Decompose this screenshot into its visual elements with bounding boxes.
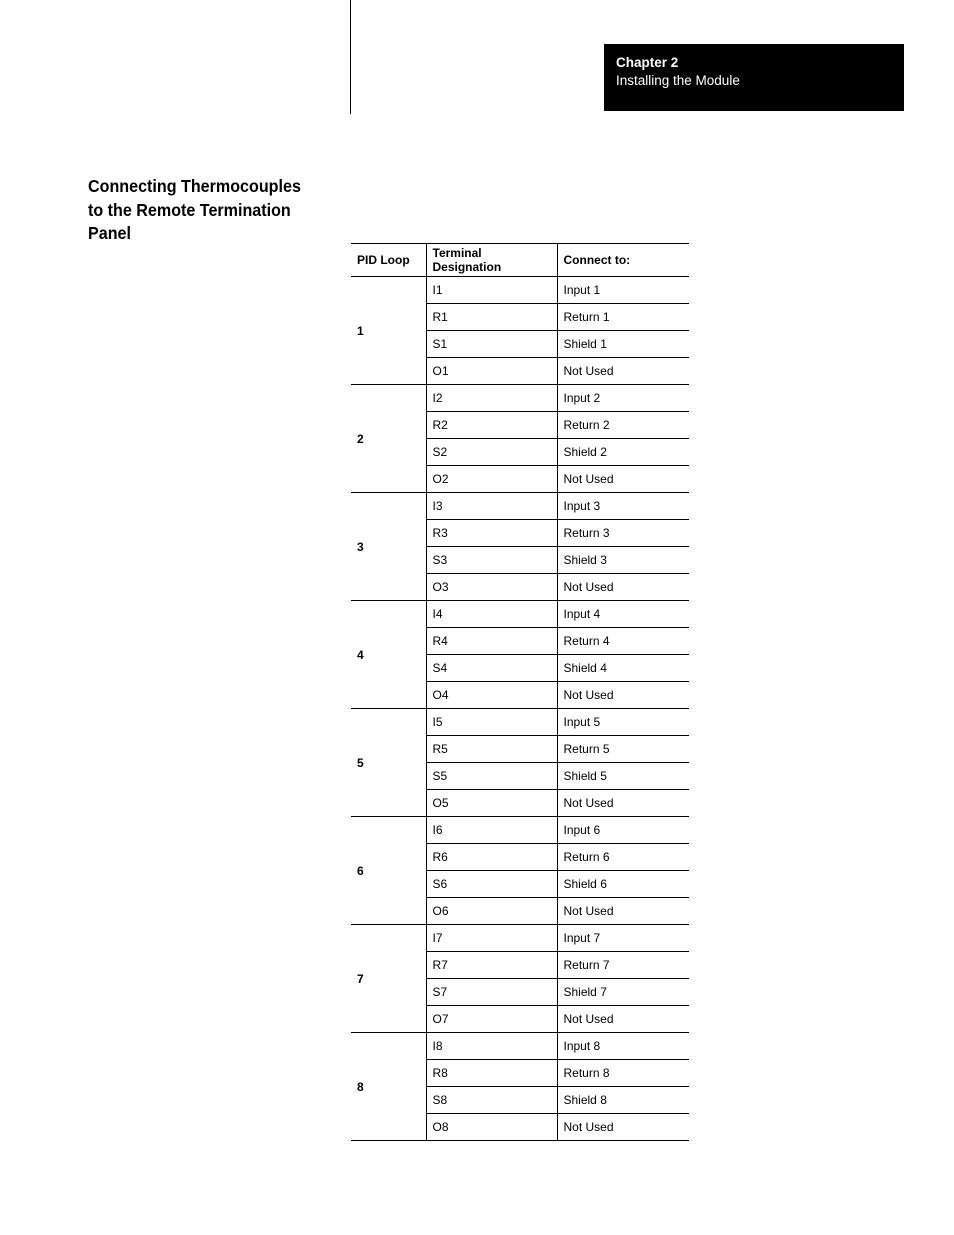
chapter-header (604, 44, 904, 111)
terminal-designation-cell: R3 (426, 520, 557, 547)
terminal-designation-cell: I6 (426, 817, 557, 844)
terminal-designation-cell: S7 (426, 979, 557, 1006)
terminal-designation-cell: I7 (426, 925, 557, 952)
connect-to-cell: Shield 1 (557, 331, 689, 358)
connect-to-cell: Return 1 (557, 304, 689, 331)
table-row (351, 493, 689, 520)
terminal-designation-cell: O2 (426, 466, 557, 493)
terminal-designation-cell: R7 (426, 952, 557, 979)
terminal-designation-cell: O1 (426, 358, 557, 385)
section-title: Connecting Thermocouples to the Remote Termination Panel (88, 176, 301, 243)
connect-to-cell: Not Used (557, 790, 689, 817)
connect-to-cell: Input 1 (557, 277, 689, 304)
terminal-designation-cell: O5 (426, 790, 557, 817)
terminal-designation-cell: S2 (426, 439, 557, 466)
terminal-designation-cell: S1 (426, 331, 557, 358)
connect-to-cell: Return 5 (557, 736, 689, 763)
terminal-designation-cell: S6 (426, 871, 557, 898)
terminal-designation-cell: O7 (426, 1006, 557, 1033)
connect-to-cell: Input 2 (557, 385, 689, 412)
connect-to-cell: Input 7 (557, 925, 689, 952)
terminal-designation-cell: I4 (426, 601, 557, 628)
table-row (351, 925, 689, 952)
terminal-designation-cell: S4 (426, 655, 557, 682)
table-header-row (351, 244, 689, 277)
connect-to-cell: Shield 5 (557, 763, 689, 790)
terminal-designation-cell: O3 (426, 574, 557, 601)
connect-to-cell: Shield 8 (557, 1087, 689, 1114)
terminal-designation-cell: I1 (426, 277, 557, 304)
terminal-designation-cell: O8 (426, 1114, 557, 1141)
terminal-designation-cell: S5 (426, 763, 557, 790)
connect-to-cell: Return 8 (557, 1060, 689, 1087)
terminal-designation-cell: I2 (426, 385, 557, 412)
table-row (351, 277, 689, 304)
margin-rule (350, 0, 351, 114)
table-row (351, 385, 689, 412)
connect-to-cell: Return 3 (557, 520, 689, 547)
pid-loop-cell: 5 (351, 709, 426, 817)
connect-to-cell: Shield 4 (557, 655, 689, 682)
connect-to-cell: Shield 7 (557, 979, 689, 1006)
table-row (351, 1033, 689, 1060)
terminal-designation-cell: S3 (426, 547, 557, 574)
terminal-designation-cell: I5 (426, 709, 557, 736)
table-row (351, 709, 689, 736)
pid-loop-cell: 6 (351, 817, 426, 925)
table-row (351, 601, 689, 628)
terminal-designation-cell: I8 (426, 1033, 557, 1060)
terminal-designation-cell: R2 (426, 412, 557, 439)
pid-loop-cell: 4 (351, 601, 426, 709)
table-row (351, 817, 689, 844)
pid-loop-cell: 3 (351, 493, 426, 601)
table-body (351, 277, 689, 1141)
connection-table (351, 243, 689, 1141)
connect-to-cell: Not Used (557, 466, 689, 493)
connect-to-cell: Shield 2 (557, 439, 689, 466)
pid-loop-cell: 8 (351, 1033, 426, 1141)
connect-to-cell: Input 6 (557, 817, 689, 844)
connect-to-cell: Not Used (557, 358, 689, 385)
connect-to-cell: Return 7 (557, 952, 689, 979)
chapter-label: Chapter 2 (616, 55, 679, 70)
pid-loop-cell: 1 (351, 277, 426, 385)
connect-to-cell: Input 3 (557, 493, 689, 520)
column-header-terminal-designation: Terminal Designation (426, 244, 557, 277)
terminal-designation-cell: I3 (426, 493, 557, 520)
connect-to-cell: Input 5 (557, 709, 689, 736)
connect-to-cell: Return 4 (557, 628, 689, 655)
connect-to-cell: Shield 6 (557, 871, 689, 898)
connect-to-cell: Return 6 (557, 844, 689, 871)
connect-to-cell: Not Used (557, 1006, 689, 1033)
column-header-connect-to: Connect to: (557, 244, 689, 277)
pid-loop-cell: 2 (351, 385, 426, 493)
terminal-designation-cell: R5 (426, 736, 557, 763)
terminal-designation-cell: R1 (426, 304, 557, 331)
terminal-designation-cell: R4 (426, 628, 557, 655)
pid-loop-cell: 7 (351, 925, 426, 1033)
chapter-subtitle: Installing the Module (616, 73, 740, 88)
connect-to-cell: Input 4 (557, 601, 689, 628)
terminal-designation-cell: R8 (426, 1060, 557, 1087)
connect-to-cell: Return 2 (557, 412, 689, 439)
terminal-designation-cell: O4 (426, 682, 557, 709)
connect-to-cell: Not Used (557, 1114, 689, 1141)
terminal-designation-cell: O6 (426, 898, 557, 925)
terminal-designation-cell: S8 (426, 1087, 557, 1114)
column-header-pid-loop: PID Loop (351, 244, 426, 277)
terminal-designation-cell: R6 (426, 844, 557, 871)
connect-to-cell: Not Used (557, 682, 689, 709)
connect-to-cell: Not Used (557, 898, 689, 925)
connect-to-cell: Input 8 (557, 1033, 689, 1060)
connect-to-cell: Shield 3 (557, 547, 689, 574)
connect-to-cell: Not Used (557, 574, 689, 601)
